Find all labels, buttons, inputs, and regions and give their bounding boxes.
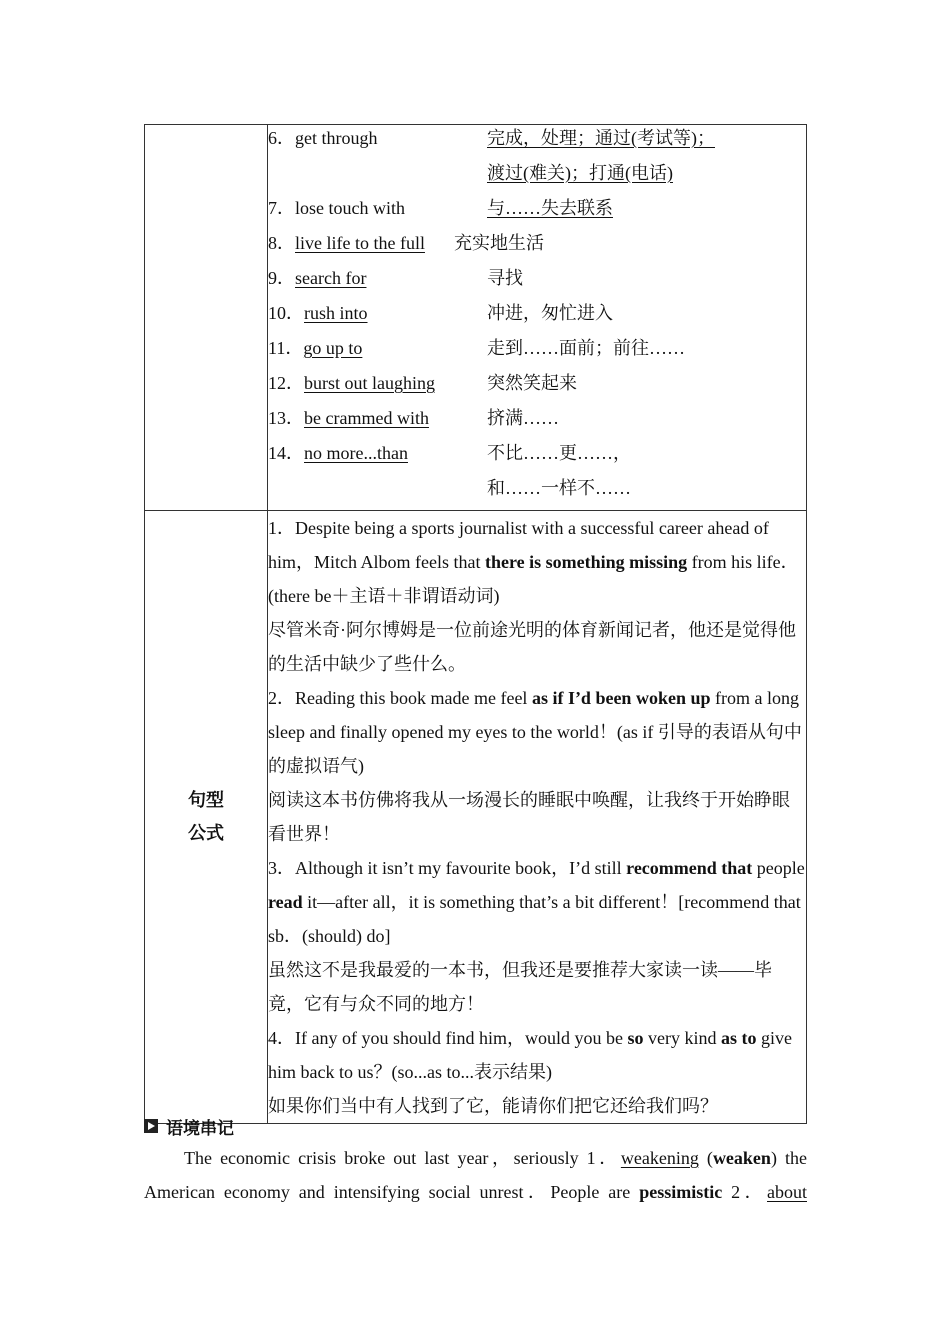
sentence-cn: 尽管米奇·阿尔博姆是一位前途光明的体育新闻记者，他还是觉得他的生活中缺少了些什么。 <box>268 620 796 674</box>
phrase-en: 14．no more...than <box>268 443 408 463</box>
phrase-cn: 和……一样不…… <box>487 478 631 498</box>
phrase-item <box>268 195 806 230</box>
phrase-item <box>268 265 806 300</box>
section-heading <box>144 1114 234 1138</box>
sentence-en: 1．Despite being a sports journalist with a successful career ahead of him，Mitch Albom feels that there is something missing from his life．(there be＋主语＋非谓语动词) <box>268 518 799 606</box>
sentence-cn: 如果你们当中有人找到了它，能请你们把它还给我们吗？ <box>268 1096 718 1116</box>
sentence-item <box>268 681 806 851</box>
phrase-en: 7．lose touch with <box>268 198 405 218</box>
phrase-en: 6．get through <box>268 128 378 148</box>
paragraph-line: American economy and intensifying social unrest．People are pessimistic 2．about <box>144 1182 807 1202</box>
phrase-row-group <box>145 125 807 511</box>
context-paragraph <box>144 1141 807 1209</box>
phrase-cn: 突然笑起来 <box>487 373 577 393</box>
sentence-row-group <box>145 511 807 1124</box>
phrase-item <box>268 335 806 370</box>
phrase-list <box>268 125 807 511</box>
phrase-cn: 冲进，匆忙进入 <box>487 303 613 323</box>
play-triangle-icon <box>144 1119 158 1133</box>
phrase-item <box>268 230 806 265</box>
phrase-cn: 完成，处理；通过(考试等)； <box>487 128 715 148</box>
phrase-cn: 与……失去联系 <box>487 198 613 218</box>
sentence-label-line1: 句型 <box>188 790 224 811</box>
sentence-item <box>268 1021 806 1123</box>
phrase-en: 10．rush into <box>268 303 368 323</box>
phrase-item <box>268 475 806 510</box>
sentence-en: 2．Reading this book made me feel as if I’d been woken up from a long sleep and finally opened my eyes to the world！(as if 引导的表语从句中的虚拟语气) <box>268 688 802 776</box>
phrase-en: 8．live life to the full <box>268 233 425 253</box>
phrase-en: 13．be crammed with <box>268 408 429 428</box>
phrase-label-cell <box>145 125 268 511</box>
phrase-item <box>268 440 806 475</box>
sentence-label-cell <box>145 511 268 1124</box>
sentence-en: 4．If any of you should find him，would you be so very kind as to give him back to us？(so...as to...表示结果) <box>268 1028 792 1082</box>
phrase-cn: 充实地生活 <box>454 233 544 253</box>
phrase-item <box>268 300 806 335</box>
phrase-cn: 走到……面前；前往…… <box>487 338 685 358</box>
sentence-list <box>268 511 807 1124</box>
sentence-label-line2: 公式 <box>188 823 224 844</box>
phrase-item <box>268 125 806 160</box>
phrase-cn: 寻找 <box>487 268 523 288</box>
phrase-cn: 挤满…… <box>487 408 559 428</box>
phrase-item <box>268 405 806 440</box>
sentence-item <box>268 511 806 681</box>
sentence-cn: 虽然这不是我最爱的一本书，但我还是要推荐大家读一读——毕竟，它有与众不同的地方！ <box>268 960 772 1014</box>
section-title: 语境串记 <box>166 1118 234 1139</box>
phrase-en: 11．go up to <box>268 338 363 358</box>
sentence-en: 3．Although it isn’t my favourite book，I’d still recommend that people read it—after all，it is something that’s a bit different！[recommend that sb．(should) do] <box>268 858 805 946</box>
sentence-item <box>268 851 806 1021</box>
answer-blank: weakening <box>620 1148 699 1168</box>
phrase-sentence-table <box>144 124 807 1124</box>
sentence-label <box>145 784 267 850</box>
phrase-item <box>268 160 806 195</box>
phrase-item <box>268 370 806 405</box>
phrase-cn: 不比……更……， <box>487 443 631 463</box>
phrase-en: 12．burst out laughing <box>268 373 435 393</box>
phrase-en: 9．search for <box>268 268 367 288</box>
answer-blank: about <box>767 1182 807 1202</box>
paragraph-line: The economic crisis broke out last year，seriously 1．weakening (weaken) the <box>184 1148 808 1168</box>
sentence-cn: 阅读这本书仿佛将我从一场漫长的睡眠中唤醒，让我终于开始睁眼看世界！ <box>268 790 790 844</box>
phrase-cn: 渡过(难关)；打通(电话) <box>487 163 673 183</box>
